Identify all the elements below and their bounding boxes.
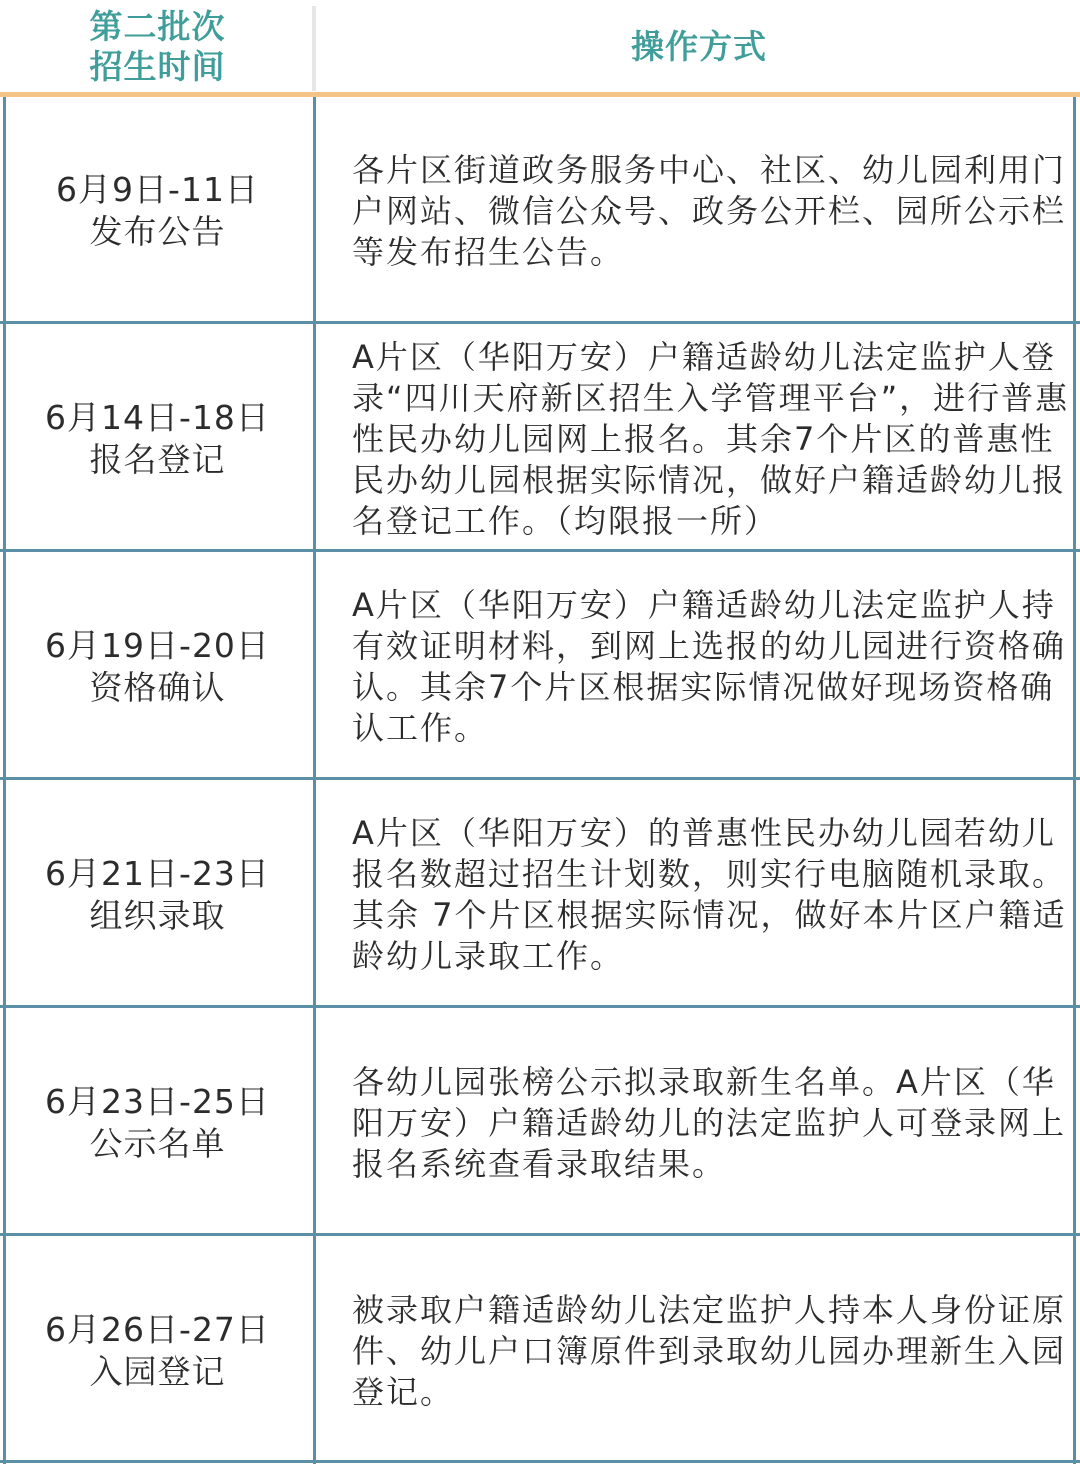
grid-line-row-3 [0,777,1080,780]
description-cell [352,781,1070,1009]
date-range: 6月21日-23日 [45,854,270,893]
description-cell [352,325,1070,553]
description-cell [352,1009,1070,1237]
table-header [0,0,1080,93]
grid-line-left [3,97,6,1464]
table-row [0,1009,1080,1237]
date-cell [0,325,315,553]
description-cell [352,1237,1070,1465]
table-row [0,1237,1080,1465]
table-row [0,553,1080,781]
header-batch-time-line2: 招生时间 [89,46,226,86]
grid-line-middle [313,97,316,1464]
stage-name: 报名登记 [89,440,226,479]
stage-name: 资格确认 [89,668,226,707]
description-text: A片区（华阳万安）户籍适龄幼儿法定监护人登录“四川天府新区招生入学管理平台”，进行普惠性民办幼儿园网上报名。其余7个片区的普惠性民办幼儿园根据实际情况，做好户籍适龄幼儿报名登记工作。（均限报一所） [352,337,1070,540]
stage-name: 入园登记 [89,1352,226,1391]
header-column-divider [312,6,316,91]
date-range: 6月26日-27日 [45,1310,270,1349]
description-text: A片区（华阳万安）的普惠性民办幼儿园若幼儿报名数超过招生计划数，则实行电脑随机录取。其余 7个片区根据实际情况，做好本片区户籍适龄幼儿录取工作。 [352,814,1067,975]
date-cell [0,1009,315,1237]
table-row [0,781,1080,1009]
date-cell [0,1237,315,1465]
description-text: 各幼儿园张榜公示拟录取新生名单。A片区（华阳万安）户籍适龄幼儿的法定监护人可登录网上报名系统查看录取结果。 [352,1062,1067,1183]
grid-line-right [1073,97,1076,1464]
table-row [0,97,1080,325]
description-text: 被录取户籍适龄幼儿法定监护人持本人身份证原件、幼儿户口簿原件到录取幼儿园办理新生入园登记。 [352,1290,1067,1411]
grid-line-row-2 [0,549,1080,552]
table-row [0,325,1080,553]
date-cell [0,781,315,1009]
date-range: 6月9日-11日 [56,170,259,209]
grid-line-row-4 [0,1005,1080,1008]
description-text: 各片区街道政务服务中心、社区、幼儿园利用门户网站、微信公众号、政务公开栏、园所公示栏等发布招生公告。 [352,150,1067,271]
date-cell [0,97,315,325]
header-operation-method: 操作方式 [631,26,767,66]
description-text: A片区（华阳万安）户籍适龄幼儿法定监护人持有效证明材料，到网上选报的幼儿园进行资格确认。其余7个片区根据实际情况做好现场资格确认工作。 [352,586,1067,747]
date-range: 6月23日-25日 [45,1082,270,1121]
schedule-table [0,97,1080,1464]
grid-line-row-1 [0,321,1080,324]
description-cell [352,553,1070,781]
description-cell [352,97,1070,325]
stage-name: 组织录取 [89,896,226,935]
grid-line-bottom [0,1460,1080,1463]
date-cell [0,553,315,781]
grid-line-row-5 [0,1233,1080,1236]
header-batch-time-line1: 第二批次 [89,6,226,46]
stage-name: 公示名单 [89,1124,226,1163]
date-range: 6月19日-20日 [45,626,270,665]
stage-name: 发布公告 [89,212,226,251]
date-range: 6月14日-18日 [45,398,270,437]
header-batch-time [0,0,315,93]
